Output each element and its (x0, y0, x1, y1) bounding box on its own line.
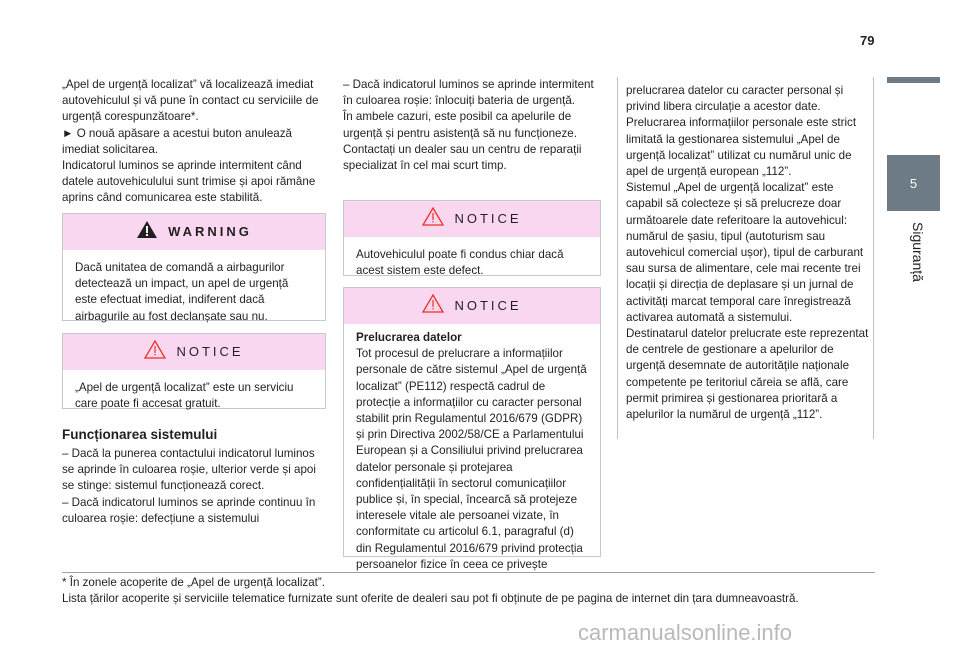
warning-label: WARNING (168, 223, 252, 239)
notice-box (343, 287, 601, 571)
column-2 (343, 77, 601, 174)
chapter-tab-bar (887, 77, 940, 83)
footnote-line: * În zonele acoperite de „Apel de urgență localizat”. (62, 576, 325, 589)
paragraph: „Apel de urgență localizat” vă localizează imediat autovehiculul și vă pune în contact cu serviciile de urgență corespunzătoare*. (62, 78, 319, 124)
notice-triangle-icon (422, 207, 444, 230)
notice-triangle-icon (422, 294, 444, 317)
column-3 (626, 83, 871, 423)
footnote-rule (62, 572, 875, 573)
column-1 (62, 77, 328, 207)
notice-text: „Apel de urgență localizat” este un serviciu care poate fi accesat gratuit. (75, 381, 294, 411)
section-text (62, 446, 324, 527)
paragraph: ► O nouă apăsare a acestui buton anulează imediat solicitarea. (62, 126, 292, 156)
paragraph: Destinatarul datelor prelucrate este reprezentat de centrele de gestionare a apelurilor de urgență desemnate de autoritățile naționale competente pe teritoriul căreia se află, care permit primirea și gestionarea prioritară a apelurilor la numărul de urgență „112”. (626, 327, 869, 422)
paragraph: – Dacă la punerea contactului indicatorul luminos se aprinde în culoarea roșie, ulterior verde și apoi se stinge: sistemul funcționează corect. (62, 447, 316, 493)
paragraph: Indicatorul luminos se aprinde intermitent când datele autovehiculului sunt trimise și apoi rămâne aprins când comunicarea este stabilită. (62, 159, 316, 205)
notice-label: NOTICE (176, 343, 244, 359)
paragraph: – Dacă indicatorul luminos se aprinde continuu în culoarea roșie: defecțiune a sistemului (62, 495, 316, 525)
paragraph: Sistemul „Apel de urgență localizat” este capabil să colecteze și să prelucreze doar următoarele date referitoare la autovehicul: numărul de șasiu, tipul (autoturism sau autovehicul comercial ușor), tipul de carburant sau sursa de alimentare, cele mai recente trei locații și direcția de deplasare și un jurnal de activități marcat temporal care înregistrează activarea automată a sistemului. (626, 181, 864, 324)
column-divider (617, 77, 618, 439)
notice-label: NOTICE (454, 297, 522, 313)
paragraph: – Dacă indicatorul luminos se aprinde intermitent în culoarea roșie: înlocuiți bateria de urgență. (343, 78, 594, 108)
paragraph: Prelucrarea informațiilor personale este strict limitată la gestionarea sistemului „Apel de urgență localizat” utilizat cu numărul unic de apel de urgență european „112”. (626, 116, 857, 179)
section-heading: Funcționarea sistemului (62, 427, 218, 442)
watermark: carmanualsonline.info (578, 620, 793, 645)
notice-text: Autovehiculul poate fi condus chiar dacă acest sistem este defect. (356, 248, 564, 278)
paragraph: Contactați un dealer sau un centru de reparații specializat în cel mai scurt timp. (343, 142, 582, 173)
notice-header (344, 288, 600, 324)
notice-triangle-icon (144, 340, 166, 363)
notice-label: NOTICE (454, 210, 522, 226)
footnote-line: Lista țărilor acoperite și serviciile telematice furnizate sunt oferite de dealeri sau pot fi obținute de pe pagina de internet din țara dumneavoastră. (62, 592, 799, 605)
notice-header (63, 334, 325, 370)
warning-box (62, 213, 326, 321)
footnote (62, 575, 882, 607)
notice-text: Tot procesul de prelucrare a informațiilor personale de către sistemul „Apel de urgență localizat” (PE112) respectă cadrul de protecție a informațiilor cu caracter personal stabilit prin Regulamentul 2016/679 (GDPR) și prin Directiva 2002/58/CE a Parlamentului European și a Consiliului privind prelucrarea datelor personale și protejarea confidențialității în sectorul comunicațiilor publice și, în special, încearcă să protejeze interesele vitale ale persoanei vizate, în conformitate cu articolul 6.1, paragraful (d) din Regulamentul 2016/679 privind protecția persoanelor fizice în ceea ce privește (356, 347, 587, 571)
notice-box (343, 200, 601, 276)
warning-header (63, 214, 325, 250)
chapter-number: 5 (887, 155, 940, 211)
warning-triangle-icon (136, 220, 158, 243)
paragraph: În ambele cazuri, este posibil ca apelurile de urgență și pentru asistență să nu funcționeze. (343, 110, 577, 140)
chapter-title: Siguranță (910, 222, 926, 282)
notice-header (344, 201, 600, 237)
notice-box (62, 333, 326, 409)
paragraph: prelucrarea datelor cu caracter personal și privind libera circulație a acestor date. (626, 84, 844, 114)
notice-title: Prelucrarea datelor (356, 331, 462, 344)
warning-text: Dacă unitatea de comandă a airbagurilor detectează un impact, un apel de urgență este efectuat imediat, indiferent dacă airbagurile au fost declanșate sau nu. (75, 261, 289, 323)
column-divider (873, 77, 874, 439)
page-number: 79 (860, 33, 875, 48)
